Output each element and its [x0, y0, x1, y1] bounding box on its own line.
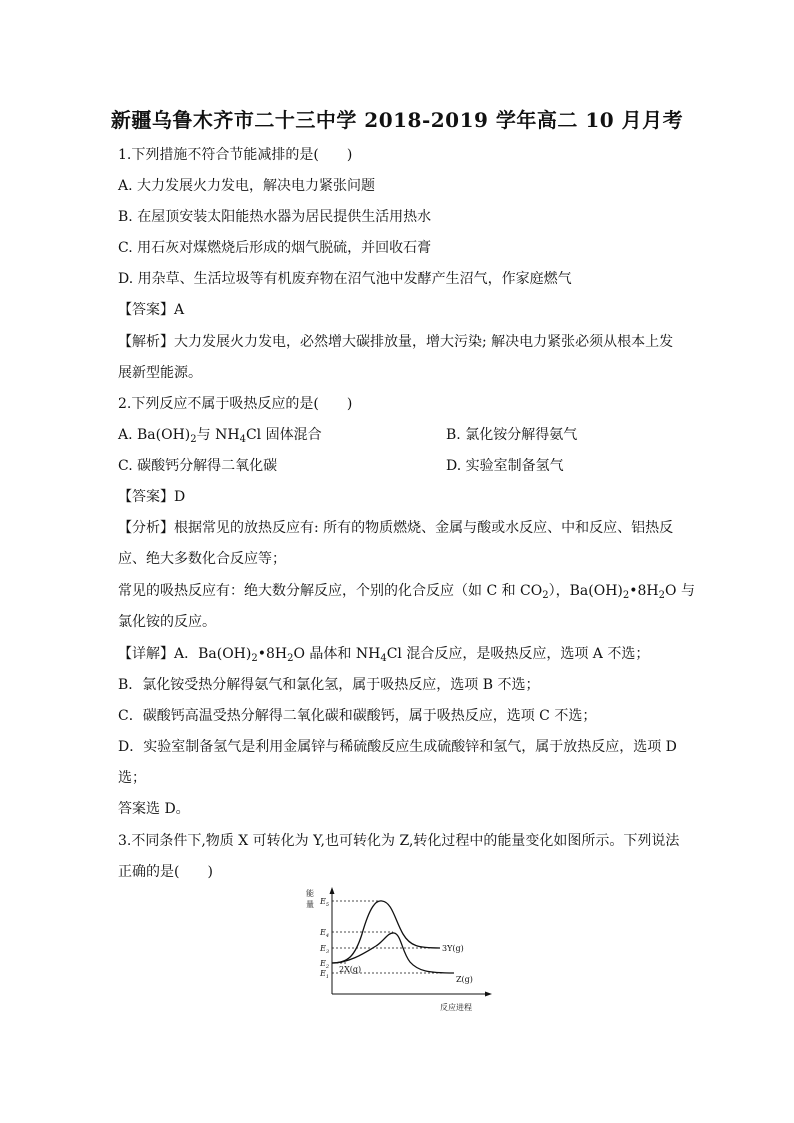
x-axis-arrow	[485, 992, 492, 997]
q1-stem: 1.下列措施不符合节能减排的是( )	[118, 147, 353, 163]
subscript: 4	[380, 653, 387, 664]
q1-option-b: B. 在屋顶安装太阳能热水器为居民提供生活用热水	[118, 209, 432, 225]
q2-option-a-text: 与 NH	[196, 427, 240, 443]
subscript: 2	[622, 590, 630, 601]
q1-option-c: C. 用石灰对煤燃烧后形成的烟气脱硫，并回收石膏	[118, 240, 432, 256]
y-tick-label: $E_3$	[320, 944, 330, 955]
q2-detail-line2: B．氯化铵受热分解得氨气和氯化氢，属于吸热反应，选项 B 不选；	[118, 677, 540, 693]
q2-option-c: C. 碳酸钙分解得二氧化碳	[118, 458, 278, 474]
energy-diagram-svg	[300, 884, 500, 1016]
y-tick-label: $E_5$	[320, 897, 330, 908]
q1-analysis-line2: 展新型能源。	[118, 365, 202, 381]
y-axis-label-1: 能	[306, 889, 314, 898]
q2-analysis-line3	[118, 582, 695, 600]
q2-stem: 2.下列反应不属于吸热反应的是( )	[118, 396, 353, 412]
y-tick-label: $E_1$	[320, 969, 330, 980]
y-axis-label-2: 量	[306, 900, 314, 909]
series-label: 3Y(g)	[442, 944, 464, 953]
q1-analysis-line1: 【解析】大力发展火力发电，必然增大碳排放量，增大污染; 解决电力紧张必须从根本上发	[118, 334, 674, 350]
q2-analysis-line1: 【分析】根据常见的放热反应有: 所有的物质燃烧、金属与酸或水反应、中和反应、铝热反	[118, 520, 674, 536]
q2-answer: 【答案】D	[118, 489, 186, 505]
q3-stem-line2: 正确的是( )	[118, 864, 213, 880]
y-tick-label: $E_4$	[320, 928, 330, 939]
q2-option-a-text: Cl 固体混合	[245, 427, 322, 443]
x-axis-label: 反应进程	[440, 1003, 472, 1012]
q2-option-a-text: A. Ba(OH)	[118, 427, 191, 443]
q2-analysis-text: 常见的吸热反应有：绝大数分解反应，个别的化合反应（如 C 和 CO	[118, 583, 543, 599]
q2-detail-text: Cl 混合反应，是吸热反应，选项 A 不选；	[386, 646, 650, 662]
series-label: Z(g)	[456, 975, 473, 984]
y-tick-label: $E_2$	[320, 959, 330, 970]
q2-detail-line5: 选；	[118, 770, 146, 786]
q3-stem-line1: 3.不同条件下,物质 X 可转化为 Y,也可转化为 Z,转化过程中的能量变化如图所示。下列说法	[118, 833, 680, 849]
q2-detail-text: O 晶体和 NH	[293, 646, 381, 662]
q1-answer: 【答案】A	[118, 302, 185, 318]
q2-option-a	[118, 426, 322, 444]
q2-analysis-text: •8H	[629, 583, 659, 599]
start-label: 2X(g)	[339, 965, 362, 974]
subscript: 2	[658, 590, 666, 601]
q1-option-d: D. 用杂草、生活垃圾等有机废弃物在沼气池中发酵产生沼气，作家庭燃气	[118, 271, 572, 287]
subscript: 2	[190, 434, 197, 445]
y-axis-arrow	[330, 887, 335, 894]
q2-option-d: D. 实验室制备氢气	[446, 458, 564, 474]
q2-detail-line3: C．碳酸钙高温受热分解得二氧化碳和碳酸钙，属于吸热反应，选项 C 不选；	[118, 708, 597, 724]
subscript: 2	[251, 653, 258, 664]
q1-option-a: A. 大力发展火力发电，解决电力紧张问题	[118, 178, 376, 194]
energy-diagram	[300, 884, 500, 1016]
q2-detail-line4: D．实验室制备氢气是利用金属锌与稀硫酸反应生成硫酸锌和氢气，属于放热反应，选项 D	[118, 739, 677, 755]
q2-detail-line1	[118, 645, 649, 663]
subscript: 2	[287, 653, 294, 664]
q2-detail-text: •8H	[257, 646, 288, 662]
q2-analysis-text: ），Ba(OH)	[548, 583, 623, 599]
page-title: 新疆乌鲁木齐市二十三中学 2018-2019 学年高二 10 月月考	[110, 108, 684, 132]
q2-analysis-text: O 与	[665, 583, 695, 599]
q2-conclusion: 答案选 D。	[118, 801, 190, 817]
q2-analysis-line2: 应、绝大多数化合反应等；	[118, 551, 286, 567]
q2-detail-text: 【详解】A．Ba(OH)	[118, 646, 252, 662]
subscript: 4	[239, 434, 246, 445]
q2-analysis-line4: 氯化铵的反应。	[118, 614, 216, 630]
subscript: 2	[542, 590, 549, 601]
q2-option-b: B. 氯化铵分解得氨气	[446, 427, 578, 443]
